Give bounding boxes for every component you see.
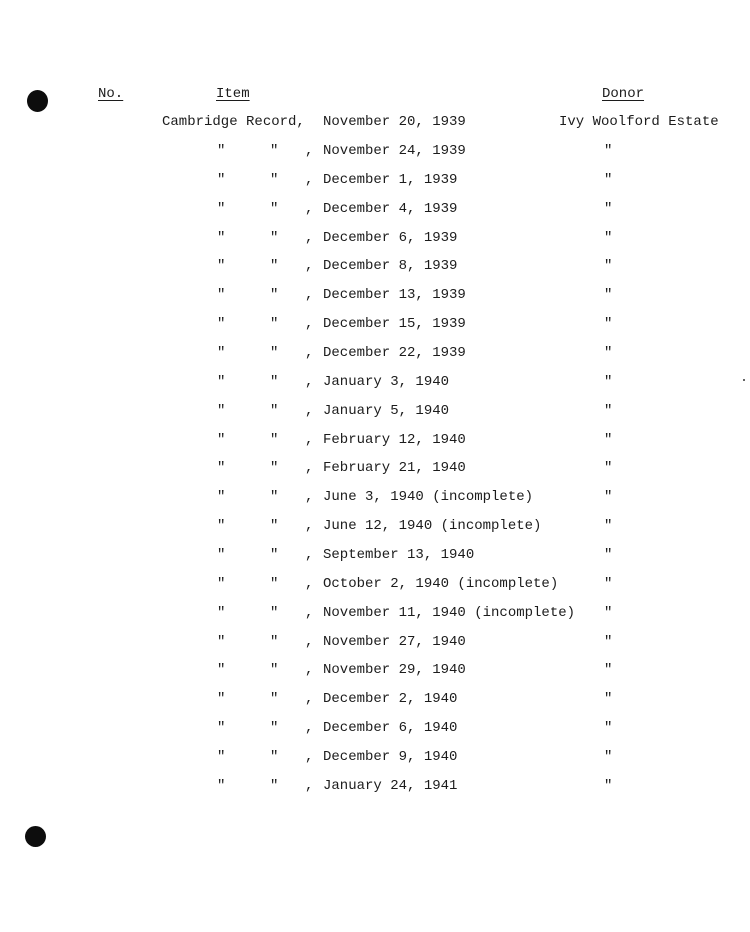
ditto-mark-donor: "	[604, 604, 613, 621]
ditto-mark-donor: "	[604, 287, 613, 304]
list-row	[0, 749, 750, 771]
list-row	[0, 403, 750, 425]
ditto-mark-item: "	[217, 604, 226, 621]
comma-mark: ,	[305, 200, 314, 217]
ditto-mark-donor: "	[604, 229, 613, 246]
ditto-mark-item: "	[270, 402, 279, 419]
comma-mark: ,	[305, 171, 314, 188]
ditto-mark-item: "	[270, 604, 279, 621]
ditto-mark-item: "	[217, 633, 226, 650]
item-date: November 11, 1940 (incomplete)	[323, 604, 576, 621]
ditto-mark-item: "	[217, 143, 226, 159]
ditto-mark-item: "	[270, 489, 279, 506]
comma-mark: ,	[305, 460, 314, 477]
item-date: February 21, 1940	[323, 460, 466, 477]
comma-mark: ,	[305, 373, 314, 390]
ditto-mark-item: "	[217, 345, 226, 361]
list-row	[0, 172, 750, 194]
ditto-mark-donor: "	[604, 489, 613, 506]
comma-mark: ,	[305, 402, 314, 419]
ditto-mark-item: "	[217, 546, 226, 563]
ditto-mark-item: "	[270, 691, 279, 708]
item-date: December 6, 1940	[323, 720, 458, 736]
comma-mark: ,	[305, 633, 314, 650]
ditto-mark-item: "	[270, 229, 279, 246]
item-date: November 27, 1940	[323, 633, 466, 650]
ditto-mark-item: "	[217, 575, 226, 592]
list-row	[0, 143, 750, 165]
ditto-mark-item: "	[217, 200, 226, 217]
ditto-mark-item: "	[270, 258, 279, 275]
item-date: October 2, 1940 (incomplete)	[323, 575, 559, 592]
item-date: December 9, 1940	[323, 748, 458, 765]
list-row	[0, 720, 750, 742]
ditto-mark-donor: "	[604, 200, 613, 217]
list-row	[0, 489, 750, 511]
item-date: December 8, 1939	[323, 258, 458, 275]
list-row	[0, 576, 750, 598]
comma-mark: ,	[305, 518, 314, 534]
list-row	[0, 547, 750, 569]
list-row-first	[0, 114, 750, 136]
comma-mark: ,	[305, 345, 314, 361]
list-row	[0, 460, 750, 482]
list-row	[0, 230, 750, 252]
comma-mark: ,	[305, 662, 314, 679]
comma-mark: ,	[305, 720, 314, 736]
column-header-item: Item	[216, 86, 250, 102]
item-date: November 29, 1940	[323, 662, 466, 679]
ditto-mark-donor: "	[604, 143, 613, 159]
ditto-mark-donor: "	[604, 720, 613, 736]
list-row	[0, 432, 750, 454]
ditto-mark-donor: "	[604, 777, 613, 794]
item-date: September 13, 1940	[323, 546, 475, 563]
column-header-no: No.	[98, 86, 124, 102]
comma-mark: ,	[305, 489, 314, 506]
comma-mark: ,	[305, 431, 314, 448]
comma-mark: ,	[305, 691, 314, 708]
ditto-mark-item: "	[270, 287, 279, 304]
list-row	[0, 634, 750, 656]
ditto-mark-item: "	[270, 575, 279, 592]
item-date: June 3, 1940 (incomplete)	[323, 489, 534, 506]
ditto-mark-donor: "	[604, 633, 613, 650]
comma-mark: ,	[305, 604, 314, 621]
ditto-mark-item: "	[217, 171, 226, 188]
item-date: December 13, 1939	[323, 287, 466, 304]
ditto-mark-item: "	[217, 662, 226, 679]
ditto-mark-item: "	[270, 777, 279, 794]
ditto-mark-donor: "	[604, 171, 613, 188]
ditto-mark-donor: "	[604, 402, 613, 419]
ditto-mark-donor: "	[604, 575, 613, 592]
ditto-mark-item: "	[217, 373, 226, 390]
ditto-mark-item: "	[270, 345, 279, 361]
column-header-donor: Donor	[602, 86, 645, 102]
ditto-mark-item: "	[217, 402, 226, 419]
ditto-mark-donor: "	[604, 518, 613, 534]
punch-hole-bottom	[25, 826, 46, 847]
ditto-mark-item: "	[270, 518, 279, 534]
ditto-mark-item: "	[217, 431, 226, 448]
ditto-mark-donor: "	[604, 691, 613, 708]
ditto-mark-item: "	[217, 691, 226, 708]
ditto-mark-donor: "	[604, 460, 613, 477]
list-row	[0, 518, 750, 540]
list-row	[0, 287, 750, 309]
ditto-mark-item: "	[270, 546, 279, 563]
ditto-mark-item: "	[270, 662, 279, 679]
item-date: December 15, 1939	[323, 316, 466, 333]
comma-mark: ,	[305, 777, 314, 794]
item-name: Cambridge Record,	[162, 114, 305, 130]
list-row	[0, 258, 750, 280]
ditto-mark-donor: "	[604, 345, 613, 361]
list-row	[0, 662, 750, 684]
list-row	[0, 605, 750, 627]
ditto-mark-item: "	[270, 171, 279, 188]
list-row	[0, 778, 750, 800]
ditto-mark-item: "	[217, 287, 226, 304]
ditto-mark-item: "	[217, 720, 226, 736]
item-date: December 6, 1939	[323, 229, 458, 246]
item-date: December 2, 1940	[323, 691, 458, 708]
comma-mark: ,	[305, 287, 314, 304]
ditto-mark-item: "	[217, 489, 226, 506]
item-date: February 12, 1940	[323, 431, 466, 448]
list-row	[0, 201, 750, 223]
list-row	[0, 374, 750, 396]
comma-mark: ,	[305, 748, 314, 765]
ditto-mark-donor: "	[604, 748, 613, 765]
ditto-mark-item: "	[217, 316, 226, 333]
comma-mark: ,	[305, 546, 314, 563]
ditto-mark-donor: "	[604, 546, 613, 563]
ditto-mark-item: "	[217, 518, 226, 534]
comma-mark: ,	[305, 575, 314, 592]
list-row	[0, 316, 750, 338]
item-date: December 4, 1939	[323, 200, 458, 217]
ditto-mark-item: "	[270, 460, 279, 477]
item-date: January 24, 1941	[323, 777, 458, 794]
item-date: December 22, 1939	[323, 345, 466, 361]
item-date: November 20, 1939	[323, 114, 466, 130]
comma-mark: ,	[305, 258, 314, 275]
comma-mark: ,	[305, 316, 314, 333]
item-date: January 5, 1940	[323, 402, 450, 419]
ditto-mark-donor: "	[604, 258, 613, 275]
ditto-mark-item: "	[270, 633, 279, 650]
punch-hole-top	[27, 90, 48, 112]
ditto-mark-item: "	[217, 258, 226, 275]
item-date: January 3, 1940	[323, 373, 450, 390]
ditto-mark-item: "	[217, 460, 226, 477]
ditto-mark-item: "	[270, 143, 279, 159]
ditto-mark-item: "	[270, 373, 279, 390]
ditto-mark-donor: "	[604, 316, 613, 333]
item-date: June 12, 1940 (incomplete)	[323, 518, 542, 534]
ditto-mark-item: "	[270, 748, 279, 765]
ditto-mark-donor: "	[604, 373, 613, 390]
ditto-mark-donor: "	[604, 662, 613, 679]
item-date: December 1, 1939	[323, 171, 458, 188]
comma-mark: ,	[305, 143, 314, 159]
ditto-mark-item: "	[270, 720, 279, 736]
ditto-mark-item: "	[270, 431, 279, 448]
ditto-mark-item: "	[217, 229, 226, 246]
item-date: November 24, 1939	[323, 143, 466, 159]
ditto-mark-item: "	[270, 316, 279, 333]
donor-name: Ivy Woolford Estate	[559, 114, 719, 130]
ditto-mark-item: "	[217, 777, 226, 794]
list-row	[0, 345, 750, 367]
comma-mark: ,	[305, 229, 314, 246]
ditto-mark-donor: "	[604, 431, 613, 448]
list-row	[0, 691, 750, 713]
ditto-mark-item: "	[270, 200, 279, 217]
ditto-mark-item: "	[217, 748, 226, 765]
